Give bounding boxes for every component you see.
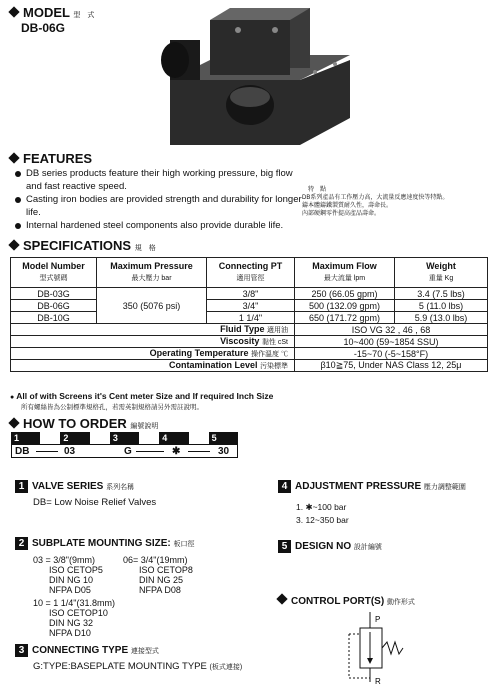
model-cn: 型 式 bbox=[73, 12, 95, 19]
model-label: MODEL bbox=[23, 5, 70, 20]
th-model: Model Number 型式號碼 bbox=[11, 258, 97, 288]
control-port-symbol-icon bbox=[335, 612, 425, 692]
valve-series-desc: DB= Low Noise Relief Valves bbox=[33, 497, 157, 508]
feature-item: Casting iron bodies are provided strength and durability for longer life. bbox=[14, 193, 304, 219]
table-row: Operating Temperature 操作溫度 ℃ -15~70 (-5~158°F) bbox=[11, 348, 488, 360]
section-adjustment: 4 ADJUSTMENT PRESSURE 壓力調整範圍 bbox=[278, 480, 466, 493]
table-header-row bbox=[11, 258, 488, 288]
diamond-icon bbox=[8, 6, 19, 17]
table-row: Viscosity 黏性 cSt 10~400 (59~1854 SSU) bbox=[11, 336, 488, 348]
specs-title: SPECIFICATIONS bbox=[23, 238, 132, 253]
how-heading: HOW TO ORDER 編號說明 bbox=[10, 416, 158, 431]
diamond-icon bbox=[276, 593, 287, 604]
section-subplate: 2 SUBPLATE MOUNTING SIZE: 板口徑 bbox=[15, 537, 194, 550]
subplate-03: 03 = 3/8"(9mm) ISO CETOP5 DIN NG 10 NFPA D05 bbox=[33, 555, 103, 595]
table-row: Contamination Level 污染標準 β10≧75, Under NAS Class 12, 25μ bbox=[11, 360, 488, 372]
order-code-bar: DB 03 G ✱ 30 bbox=[11, 444, 238, 458]
how-title: HOW TO ORDER bbox=[23, 416, 127, 431]
specs-heading bbox=[10, 238, 156, 253]
connecting-type-desc: G:TYPE:BASEPLATE MOUNTING TYPE (板式連接) bbox=[33, 661, 243, 672]
table-row: DB-10G 1 1/4" 650 (171.72 gpm) 5.9 (13.0 lbs) bbox=[11, 312, 488, 324]
port-p-label: P bbox=[375, 615, 381, 624]
feature-item: DB series products feature their high working pressure, big flow and fast reactive speed. bbox=[14, 167, 304, 193]
features-title: FEATURES bbox=[23, 151, 93, 166]
th-weight: Weight 重量 Kg bbox=[395, 258, 488, 288]
valve-product-image bbox=[150, 0, 360, 148]
port-r-label: R bbox=[375, 677, 381, 686]
th-flow: Maximum Flow 最大流量 lpm bbox=[295, 258, 395, 288]
specs-cn: 規 格 bbox=[134, 245, 156, 252]
features-cn-item: DB系列產品有工作壓力高，大流量反應速度快等特點。 bbox=[302, 195, 449, 201]
adjustment-list: 1. ✱~100 bar 3. 12~350 bar bbox=[296, 502, 349, 525]
section-valve-series: 1 VALVE SERIES 系列名稱 bbox=[15, 480, 134, 493]
order-number-bar: 1 2 3 4 5 bbox=[11, 432, 238, 444]
diamond-icon bbox=[8, 417, 19, 428]
table-row: Fluid Type 適用油 ISO VG 32 , 46 , 68 bbox=[11, 324, 488, 336]
subplate-06: 06= 3/4"(19mm) ISO CETOP8 DIN NG 25 NFPA D08 bbox=[123, 555, 193, 595]
features-list bbox=[14, 167, 304, 232]
section-design-no: 5 DESIGN NO 設計編號 bbox=[278, 540, 382, 553]
diamond-icon bbox=[8, 239, 19, 250]
model-name: DB-06G bbox=[21, 21, 66, 35]
features-cn-title: 特 點 bbox=[308, 187, 327, 193]
diamond-icon bbox=[8, 152, 19, 163]
model-heading bbox=[10, 5, 94, 20]
specs-table bbox=[10, 257, 488, 372]
control-port-heading: CONTROL PORT(S) 動作形式 bbox=[278, 596, 415, 607]
table-row: DB-03G 350 (5076 psi) 3/8" 250 (66.05 gpm) 3.4 (7.5 lbs) bbox=[11, 288, 488, 300]
features-heading bbox=[10, 151, 92, 166]
th-pressure: Maximum Pressure 最大壓力 bar bbox=[97, 258, 207, 288]
features-cn bbox=[302, 186, 448, 218]
th-connecting: Connecting PT 適用管徑 bbox=[207, 258, 295, 288]
specs-note: ● All of with Screens it's Cent meter Size and If required Inch Size bbox=[10, 391, 274, 401]
table-row: DB-06G 3/4" 500 (132.09 gpm) 5 (11.0 lbs) bbox=[11, 300, 488, 312]
subplate-10: 10 = 1 1/4"(31.8mm) ISO CETOP10 DIN NG 32 NFPA D10 bbox=[33, 598, 115, 638]
features-cn-item: 內部硬鋼零件提高產品壽命。 bbox=[302, 211, 381, 217]
specs-note-cn: 所有螺絲皆為公制標準規格孔，若需英制規格請另外需註說明。 bbox=[21, 404, 203, 411]
pressure-cell: 350 (5076 psi) bbox=[97, 288, 207, 324]
features-cn-item: 鑄本體鑄鐵製質耐久性，壽命長。 bbox=[302, 203, 393, 209]
feature-item: Internal hardened steel components also provide durable life. bbox=[14, 219, 304, 232]
section-connecting-type: 3 CONNECTING TYPE 連接型式 bbox=[15, 644, 159, 657]
